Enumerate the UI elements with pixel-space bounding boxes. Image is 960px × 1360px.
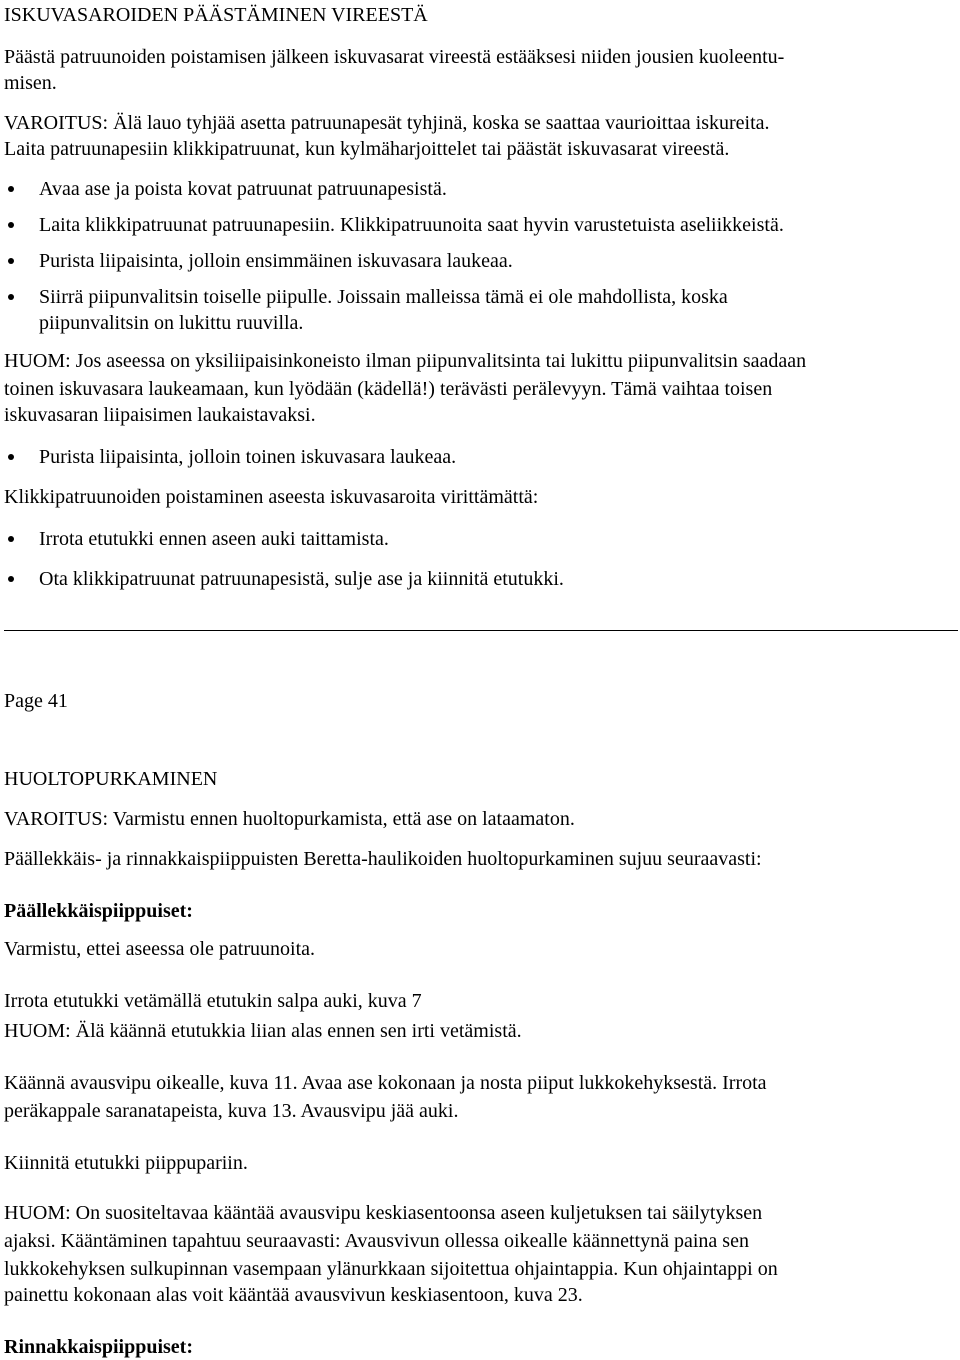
note-line: HUOM: Jos aseessa on yksiliipaisinkoneisto ilman piipunvalitsinta tai lukittu piipunvalitsin saadaan <box>4 350 807 372</box>
warning-line: Laita patruunapesiin klikkipatruunat, kun kylmäharjoittelet tai päästät iskuvasarat vireestä. <box>4 138 730 160</box>
list-item: Ota klikkipatruunat patruunapesistä, sulje ase ja kiinnitä etutukki. <box>39 568 564 590</box>
section-heading: ISKUVASAROIDEN PÄÄSTÄMINEN VIREESTÄ <box>4 4 428 26</box>
paragraph-line: Päästä patruunoiden poistamisen jälkeen iskuvasarat vireestä estääksesi niiden jousien kuoleentu- <box>4 46 785 68</box>
note-line: toinen iskuvasara laukeamaan, kun lyödään (kädellä!) terävästi perälevyyn. Tämä vaihtaa toisen <box>4 378 773 400</box>
bullet-icon <box>8 294 14 300</box>
bullet-icon <box>8 258 14 264</box>
paragraph-line: Varmistu, ettei aseessa ole patruunoita. <box>4 938 316 960</box>
bullet-icon <box>8 454 14 460</box>
warning-line: VAROITUS: Älä lauo tyhjää asetta patruunapesät tyhjinä, koska se saattaa vaurioittaa iskureita. <box>4 112 770 134</box>
section-heading: HUOLTOPURKAMINEN <box>4 768 218 790</box>
list-item: Purista liipaisinta, jolloin ensimmäinen iskuvasara laukeaa. <box>39 250 513 272</box>
horizontal-divider <box>4 630 958 631</box>
paragraph-line: Kiinnitä etutukki piippupariin. <box>4 1152 248 1174</box>
paragraph-line: Käännä avausvipu oikealle, kuva 11. Avaa ase kokonaan ja nosta piiput lukkokehyksestä. Irrota <box>4 1072 767 1094</box>
subheading: Rinnakkaispiippuiset: <box>4 1336 193 1358</box>
note-line: iskuvasaran liipaisimen laukaistavaksi. <box>4 404 316 426</box>
note-line: painettu kokonaan alas voit kääntää avausvivun keskiasentoon, kuva 23. <box>4 1284 583 1306</box>
subheading: Päällekkäispiippuiset: <box>4 900 193 922</box>
list-item-continuation: piipunvalitsin on lukittu ruuvilla. <box>39 312 304 334</box>
bullet-icon <box>8 186 14 192</box>
list-item: Siirrä piipunvalitsin toiselle piipulle. Joissain malleissa tämä ei ole mahdollista, koska <box>39 286 728 308</box>
paragraph-line: Irrota etutukki vetämällä etutukin salpa auki, kuva 7 <box>4 990 422 1012</box>
note-line: lukkokehyksen sulkupinnan vasempaan ylänurkkaan sijoitettua ohjaintappia. Kun ohjaintappi on <box>4 1258 778 1280</box>
note-line: HUOM: On suositeltavaa kääntää avausvipu keskiasentoonsa aseen kuljetuksen tai säilytyksen <box>4 1202 763 1224</box>
bullet-icon <box>8 536 14 542</box>
paragraph-line: Klikkipatruunoiden poistaminen aseesta iskuvasaroita virittämättä: <box>4 486 539 508</box>
bullet-icon <box>8 576 14 582</box>
list-item: Laita klikkipatruunat patruunapesiin. Klikkipatruunoita saat hyvin varustetuista aseliikkeistä. <box>39 214 784 236</box>
warning-line: VAROITUS: Varmistu ennen huoltopurkamista, että ase on lataamaton. <box>4 808 575 830</box>
bullet-icon <box>8 222 14 228</box>
list-item: Purista liipaisinta, jolloin toinen iskuvasara laukeaa. <box>39 446 457 468</box>
note-line: ajaksi. Kääntäminen tapahtuu seuraavasti: Avausvivun ollessa oikealle käännettynä paina sen <box>4 1230 749 1252</box>
paragraph-line: Päällekkäis- ja rinnakkaispiippuisten Beretta-haulikoiden huoltopurkaminen sujuu seuraavasti: <box>4 848 762 870</box>
list-item: Avaa ase ja poista kovat patruunat patruunapesistä. <box>39 178 447 200</box>
paragraph-line: peräkappale saranatapeista, kuva 13. Avausvipu jää auki. <box>4 1100 459 1122</box>
list-item: Irrota etutukki ennen aseen auki taittamista. <box>39 528 389 550</box>
paragraph-line: misen. <box>4 72 57 94</box>
note-line: HUOM: Älä käännä etutukkia liian alas ennen sen irti vetämistä. <box>4 1020 522 1042</box>
page-number: Page 41 <box>4 690 68 712</box>
